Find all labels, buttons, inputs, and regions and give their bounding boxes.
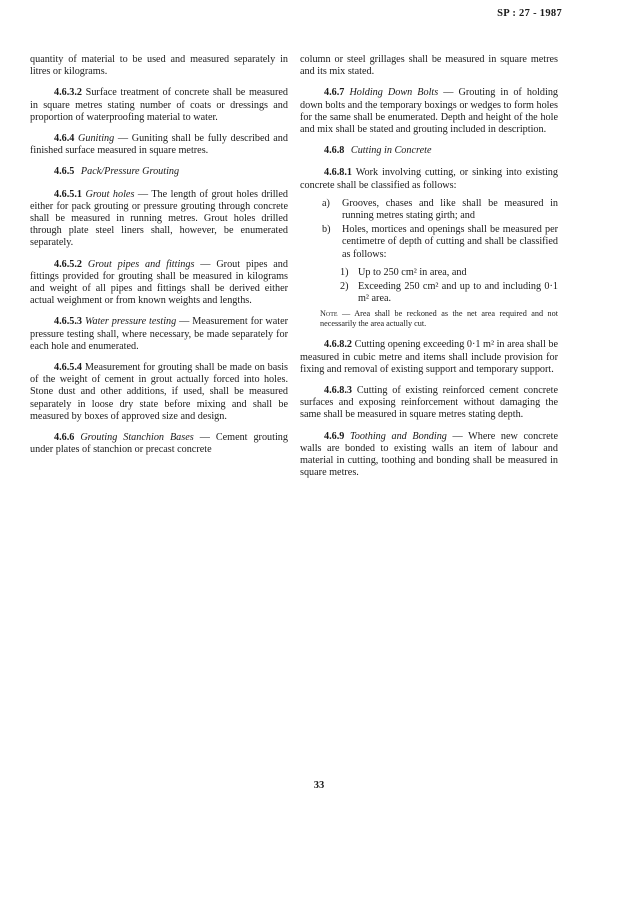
clause-number: 4.6.5.2: [54, 258, 83, 270]
clause-4-6-5-3: [30, 316, 288, 353]
clause-text: Cutting of existing reinforced cement concrete surfaces and exposing reinforcement without damaging the same shall be measured in square metres stating depth.: [300, 385, 559, 421]
clause-number: 4.6.5.4: [54, 362, 83, 374]
paragraph-continued: column or steel grillages shall be measured in square metres and its mix stated.: [300, 54, 558, 78]
paragraph-continued: quantity of material to be used and measured separately in litres or kilograms.: [30, 54, 288, 78]
clause-text: — Cement grouting under plates of stanchion or precast concrete: [30, 432, 288, 456]
note: [300, 309, 558, 329]
list-marker: a): [322, 197, 330, 209]
clause-number: 4.6.8.2: [324, 339, 353, 351]
list-marker: 2): [340, 281, 349, 293]
clause-number: 4.6.6: [54, 432, 75, 444]
list-item: [300, 267, 558, 279]
list-item-text: Grooves, chases and like shall be measured in running metres stating girth; and: [342, 197, 558, 222]
section-number: 4.6.5: [54, 166, 75, 178]
clause-text: Surface treatment of concrete shall be measured in square metres stating number of coats or dressings and proportion of waterproofing material to water.: [30, 87, 289, 123]
clause-number: 4.6.8.3: [324, 385, 353, 397]
list-item: [300, 198, 558, 222]
note-label: Note: [320, 309, 338, 319]
sub-classification-list: [300, 267, 558, 306]
clause-4-6-5-4: [30, 362, 288, 423]
note-text: — Area shall be reckoned as the net area required and not necessarily the area actually cut.: [320, 309, 558, 329]
clause-number: 4.6.9: [324, 430, 345, 442]
clause-text: Measurement for grouting shall be made on basis of the weight of cement in grout actually forced into holes. Stone dust and other additions, if used, shall be measured separately in loose dry state before mixing and shall be measured by boxes of approved size and design.: [30, 362, 289, 422]
section-heading-4-6-8: [300, 145, 558, 157]
document-reference: SP : 27 - 1987: [497, 8, 562, 19]
clause-text: Work involving cutting, or sinking into existing concrete shall be classified as follows:: [300, 167, 558, 191]
clause-title: Grout pipes and fittings: [87, 258, 195, 270]
clause-text: — Guniting shall be fully described and finished surface measured in square metres.: [30, 133, 288, 157]
page-number: 33: [313, 780, 325, 791]
clause-4-6-5-1: [30, 189, 288, 250]
clause-text: Cutting opening exceeding 0·1 m² in area shall be measured in cubic metre and items shall include provision for fixing and removal of existing support and temporary support.: [300, 339, 558, 375]
clause-number: 4.6.3.2: [54, 87, 83, 99]
clause-number: 4.6.7: [324, 87, 345, 99]
clause-title: Toothing and Bonding: [350, 430, 447, 442]
clause-text: — Grout pipes and fittings provided for grouting shall be measured in kilograms and weight of all pipes and fittings shall be derived either actual weighment or from known weights and lengths.: [30, 258, 288, 307]
right-column: [300, 54, 558, 488]
clause-number: 4.6.8.1: [324, 167, 353, 179]
clause-title: Grouting Stanchion Bases: [80, 432, 194, 444]
section-title: Cutting in Concrete: [350, 145, 432, 157]
clause-title: Water pressure testing: [84, 316, 177, 328]
clause-text: — Where new concrete walls are bonded to existing walls an item of labour and material in cutting, toothing and bonding shall be measured in square metres.: [300, 430, 559, 479]
clause-4-6-6: [30, 432, 288, 456]
clause-4-6-8-1: [300, 167, 558, 191]
list-item: [300, 224, 558, 261]
clause-4-6-9: [300, 431, 558, 480]
section-title: Pack/Pressure Grouting: [80, 166, 180, 178]
list-marker: 1): [340, 266, 349, 278]
section-number: 4.6.8: [324, 145, 345, 157]
clause-4-6-3-2: [30, 87, 288, 124]
clause-text: — The length of grout holes drilled either for pack grouting or pressure grouting through concrete shall be measured in running metres. Grout holes drilled through plate steel liners shall, however, be enumerated separately.: [30, 188, 289, 249]
clause-text: — Grouting in of holding down bolts and the temporary boxings or wedges to form holes for the same shall be enumerated. Depth and height of the hole and mix shall be stated and grouting included in description.: [300, 87, 559, 136]
clause-title: Grout holes: [85, 188, 135, 200]
clause-4-6-5-2: [30, 259, 288, 308]
left-column: [30, 54, 288, 465]
list-item-text: Holes, mortices and openings shall be measured per centimetre of depth of cutting and shall be classified as follows:: [342, 224, 558, 260]
clause-4-6-7: [300, 87, 558, 136]
clause-4-6-8-2: [300, 339, 558, 376]
list-marker: b): [322, 224, 331, 236]
list-item-text: Exceeding 250 cm² and up to and including 0·1 m² area.: [358, 281, 558, 305]
clause-number: 4.6.5.1: [54, 188, 83, 200]
list-item: [300, 281, 558, 305]
clause-title: Guniting: [78, 133, 115, 145]
clause-number: 4.6.5.3: [54, 316, 83, 328]
clause-text: — Measurement for water pressure testing shall, where necessary, be made separately for each hole and enumerated.: [30, 316, 289, 352]
clause-4-6-4: [30, 133, 288, 157]
classification-list: [300, 198, 558, 261]
clause-4-6-8-3: [300, 385, 558, 422]
clause-title: Holding Down Bolts: [349, 87, 439, 99]
clause-number: 4.6.4: [54, 133, 75, 145]
section-heading-4-6-5: [30, 166, 288, 178]
list-item-text: Up to 250 cm² in area, and: [358, 266, 467, 278]
